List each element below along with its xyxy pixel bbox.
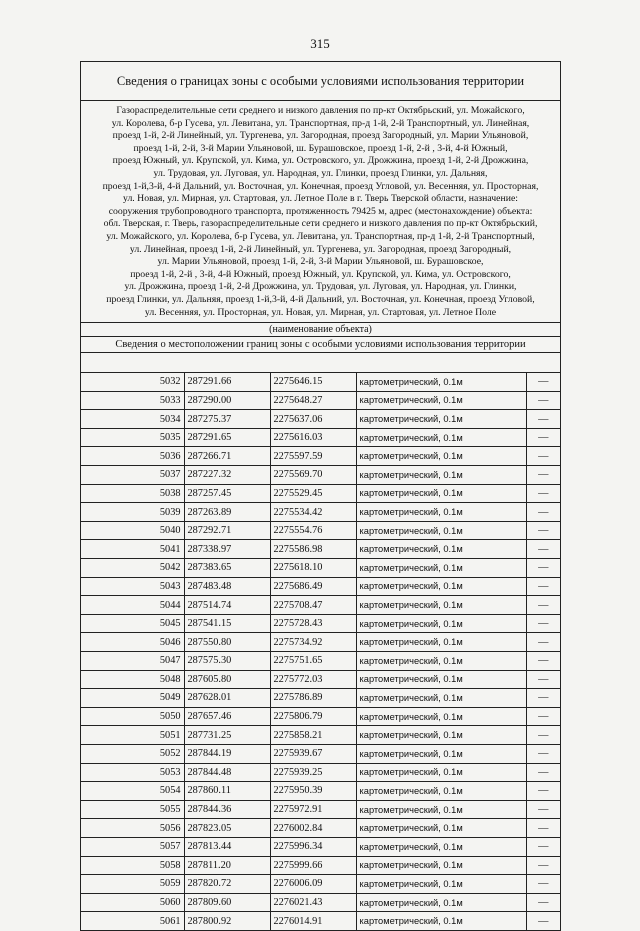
method-cell: картометрический, 0.1м <box>356 670 526 689</box>
x-coordinate-cell: 287290.00 <box>184 391 270 410</box>
dash-cell: — <box>526 707 560 726</box>
description-line: проезд Глинки, ул. Дальняя, проезд 1-й,3-й, 4-й Дальний, ул. Восточная, ул. Конечная, проезд Угловой, <box>106 293 535 305</box>
dash-cell: — <box>526 373 560 391</box>
x-coordinate-cell: 287605.80 <box>184 670 270 689</box>
method-cell: картометрический, 0.1м <box>356 837 526 856</box>
table-row <box>81 893 560 912</box>
dash-cell: — <box>526 447 560 466</box>
x-coordinate-cell: 287292.71 <box>184 521 270 540</box>
table-row <box>81 707 560 726</box>
table-row <box>81 428 560 447</box>
method-cell: картометрический, 0.1м <box>356 596 526 615</box>
y-coordinate-cell: 2275569.70 <box>270 466 356 485</box>
method-cell: картометрический, 0.1м <box>356 503 526 522</box>
table-row <box>81 800 560 819</box>
dash-cell: — <box>526 837 560 856</box>
table-row <box>81 763 560 782</box>
point-number-cell: 5059 <box>81 875 184 894</box>
dash-cell: — <box>526 614 560 633</box>
x-coordinate-cell: 287811.20 <box>184 856 270 875</box>
description-line: ул. Королева, б-р Гусева, ул. Левитана, ул. Транспортная, пр-д 1-й, 2-й Транспортный, ул. Линейная, <box>111 117 530 129</box>
dash-cell: — <box>526 596 560 615</box>
method-cell: картометрический, 0.1м <box>356 391 526 410</box>
point-number-cell: 5042 <box>81 559 184 578</box>
method-cell: картометрический, 0.1м <box>356 484 526 503</box>
y-coordinate-cell: 2275534.42 <box>270 503 356 522</box>
dash-cell: — <box>526 912 560 930</box>
description-line: ул. Новая, ул. Мирная, ул. Стартовая, ул. Летное Поле в г. Тверь Тверской области, назначение: <box>123 193 518 205</box>
point-number-cell: 5060 <box>81 893 184 912</box>
x-coordinate-cell: 287813.44 <box>184 837 270 856</box>
method-cell: картометрический, 0.1м <box>356 726 526 745</box>
point-number-cell: 5054 <box>81 782 184 801</box>
x-coordinate-cell: 287383.65 <box>184 559 270 578</box>
point-number-cell: 5048 <box>81 670 184 689</box>
method-cell: картометрический, 0.1м <box>356 428 526 447</box>
y-coordinate-cell: 2275939.67 <box>270 744 356 763</box>
x-coordinate-cell: 287514.74 <box>184 596 270 615</box>
y-coordinate-cell: 2275618.10 <box>270 559 356 578</box>
dash-cell: — <box>526 744 560 763</box>
method-cell: картометрический, 0.1м <box>356 875 526 894</box>
table-row <box>81 819 560 838</box>
dash-cell: — <box>526 726 560 745</box>
x-coordinate-cell: 287266.71 <box>184 447 270 466</box>
point-number-cell: 5044 <box>81 596 184 615</box>
method-cell: картометрический, 0.1м <box>356 763 526 782</box>
description-line: ул. Дрожжина, проезд 1-й, 2-й Дрожжина, ул. Трудовая, ул. Луговая, ул. Народная, ул. Глинки, <box>124 281 517 293</box>
point-number-cell: 5035 <box>81 428 184 447</box>
y-coordinate-cell: 2275751.65 <box>270 652 356 671</box>
method-cell: картометрический, 0.1м <box>356 893 526 912</box>
description-line: обл. Тверская, г. Тверь, газораспределительные сети среднего и низкого давления по пр-кт Октябрьский, <box>103 218 538 230</box>
table-row <box>81 837 560 856</box>
method-cell: картометрический, 0.1м <box>356 782 526 801</box>
point-number-cell: 5053 <box>81 763 184 782</box>
method-cell: картометрический, 0.1м <box>356 559 526 578</box>
x-coordinate-cell: 287809.60 <box>184 893 270 912</box>
x-coordinate-cell: 287257.45 <box>184 484 270 503</box>
x-coordinate-cell: 287291.65 <box>184 428 270 447</box>
x-coordinate-cell: 287483.48 <box>184 577 270 596</box>
table-row <box>81 652 560 671</box>
dash-cell: — <box>526 782 560 801</box>
table-row <box>81 689 560 708</box>
table-row <box>81 614 560 633</box>
header-spacer-row <box>81 353 560 373</box>
y-coordinate-cell: 2275950.39 <box>270 782 356 801</box>
method-cell: картометрический, 0.1м <box>356 652 526 671</box>
table-row <box>81 521 560 540</box>
method-cell: картометрический, 0.1м <box>356 689 526 708</box>
description-line: проезд 1-й, 2-й, 3-й Марии Ульяновой, ш. Бурашовское, проезд 1-й, 2-й , 3-й, 4-й Южный, <box>133 142 508 154</box>
x-coordinate-cell: 287550.80 <box>184 633 270 652</box>
dash-cell: — <box>526 800 560 819</box>
object-description <box>81 101 560 323</box>
point-number-cell: 5049 <box>81 689 184 708</box>
x-coordinate-cell: 287844.36 <box>184 800 270 819</box>
method-cell: картометрический, 0.1м <box>356 466 526 485</box>
method-cell: картометрический, 0.1м <box>356 540 526 559</box>
point-number-cell: 5041 <box>81 540 184 559</box>
table-row <box>81 596 560 615</box>
dash-cell: — <box>526 819 560 838</box>
y-coordinate-cell: 2275999.66 <box>270 856 356 875</box>
x-coordinate-cell: 287275.37 <box>184 410 270 429</box>
description-line: проезд Южный, ул. Крупской, ул. Кима, ул. Островского, ул. Дрожжина, проезд 1-й, 2-й Дрожжина, <box>112 155 529 167</box>
table-row <box>81 782 560 801</box>
description-line: проезд 1-й, 2-й Линейный, ул. Тургенева, ул. Загородная, проезд Загородный, ул. Марии Ульяновой, <box>112 130 529 142</box>
dash-cell: — <box>526 875 560 894</box>
dash-cell: — <box>526 670 560 689</box>
point-number-cell: 5061 <box>81 912 184 930</box>
method-cell: картометрический, 0.1м <box>356 856 526 875</box>
y-coordinate-cell: 2276002.84 <box>270 819 356 838</box>
table-row <box>81 744 560 763</box>
description-line: ул. Весенняя, ул. Просторная, ул. Новая, ул. Мирная, ул. Стартовая, ул. Летное Поле <box>144 306 497 318</box>
table-row <box>81 875 560 894</box>
method-cell: картометрический, 0.1м <box>356 800 526 819</box>
point-number-cell: 5058 <box>81 856 184 875</box>
point-number-cell: 5034 <box>81 410 184 429</box>
method-cell: картометрический, 0.1м <box>356 744 526 763</box>
table-row <box>81 559 560 578</box>
description-line: ул. Можайского, ул. Королева, б-р Гусева, ул. Левитана, ул. Транспортная, пр-д 1-й, 2-й Транспортный, <box>106 230 535 242</box>
method-cell: картометрический, 0.1м <box>356 577 526 596</box>
dash-cell: — <box>526 540 560 559</box>
description-line: сооружения трубопроводного транспорта, протяженность 79425 м, адрес (местонахождение) объекта: <box>108 205 533 217</box>
table-row <box>81 466 560 485</box>
y-coordinate-cell: 2275686.49 <box>270 577 356 596</box>
point-number-cell: 5038 <box>81 484 184 503</box>
dash-cell: — <box>526 410 560 429</box>
point-number-cell: 5056 <box>81 819 184 838</box>
description-line: проезд 1-й,3-й, 4-й Дальний, ул. Восточная, ул. Конечная, проезд Угловой, ул. Весенняя, ул. Просторная, <box>102 180 539 192</box>
table-row <box>81 484 560 503</box>
document-title: Сведения о границах зоны с особыми условиями использования территории <box>81 62 560 101</box>
y-coordinate-cell: 2275939.25 <box>270 763 356 782</box>
dash-cell: — <box>526 577 560 596</box>
y-coordinate-cell: 2275637.06 <box>270 410 356 429</box>
point-number-cell: 5033 <box>81 391 184 410</box>
table-row <box>81 726 560 745</box>
y-coordinate-cell: 2275972.91 <box>270 800 356 819</box>
dash-cell: — <box>526 689 560 708</box>
x-coordinate-cell: 287820.72 <box>184 875 270 894</box>
method-cell: картометрический, 0.1м <box>356 373 526 391</box>
dash-cell: — <box>526 559 560 578</box>
y-coordinate-cell: 2275554.76 <box>270 521 356 540</box>
point-number-cell: 5036 <box>81 447 184 466</box>
method-cell: картометрический, 0.1м <box>356 707 526 726</box>
dash-cell: — <box>526 763 560 782</box>
coordinates-table <box>81 373 560 930</box>
object-name-label: (наименование объекта) <box>81 323 560 337</box>
description-line: ул. Марии Ульяновой, проезд 1-й, 2-й, 3-й Марии Ульяновой, ш. Бурашовское, <box>157 256 484 268</box>
x-coordinate-cell: 287575.30 <box>184 652 270 671</box>
method-cell: картометрический, 0.1м <box>356 614 526 633</box>
point-number-cell: 5045 <box>81 614 184 633</box>
x-coordinate-cell: 287844.48 <box>184 763 270 782</box>
y-coordinate-cell: 2275996.34 <box>270 837 356 856</box>
dash-cell: — <box>526 521 560 540</box>
table-row <box>81 391 560 410</box>
table-row <box>81 856 560 875</box>
table-row <box>81 410 560 429</box>
x-coordinate-cell: 287800.92 <box>184 912 270 930</box>
point-number-cell: 5057 <box>81 837 184 856</box>
table-row <box>81 540 560 559</box>
description-line: ул. Линейная, проезд 1-й, 2-й Линейный, ул. Тургенева, ул. Загородная, проезд Загородный, <box>129 243 512 255</box>
point-number-cell: 5051 <box>81 726 184 745</box>
dash-cell: — <box>526 856 560 875</box>
table-row <box>81 503 560 522</box>
table-row <box>81 577 560 596</box>
dash-cell: — <box>526 484 560 503</box>
y-coordinate-cell: 2275734.92 <box>270 633 356 652</box>
x-coordinate-cell: 287291.66 <box>184 373 270 391</box>
y-coordinate-cell: 2275772.03 <box>270 670 356 689</box>
point-number-cell: 5043 <box>81 577 184 596</box>
point-number-cell: 5040 <box>81 521 184 540</box>
dash-cell: — <box>526 391 560 410</box>
x-coordinate-cell: 287227.32 <box>184 466 270 485</box>
dash-cell: — <box>526 652 560 671</box>
table-row <box>81 633 560 652</box>
point-number-cell: 5039 <box>81 503 184 522</box>
method-cell: картометрический, 0.1м <box>356 819 526 838</box>
y-coordinate-cell: 2276021.43 <box>270 893 356 912</box>
table-row <box>81 670 560 689</box>
x-coordinate-cell: 287823.05 <box>184 819 270 838</box>
point-number-cell: 5050 <box>81 707 184 726</box>
section-title: Сведения о местоположении границ зоны с особыми условиями использования территории <box>81 337 560 353</box>
x-coordinate-cell: 287263.89 <box>184 503 270 522</box>
point-number-cell: 5052 <box>81 744 184 763</box>
page-number: 315 <box>310 36 330 51</box>
dash-cell: — <box>526 466 560 485</box>
method-cell: картометрический, 0.1м <box>356 521 526 540</box>
y-coordinate-cell: 2275708.47 <box>270 596 356 615</box>
y-coordinate-cell: 2275646.15 <box>270 373 356 391</box>
x-coordinate-cell: 287860.11 <box>184 782 270 801</box>
point-number-cell: 5046 <box>81 633 184 652</box>
y-coordinate-cell: 2275616.03 <box>270 428 356 447</box>
method-cell: картометрический, 0.1м <box>356 912 526 930</box>
method-cell: картометрический, 0.1м <box>356 410 526 429</box>
x-coordinate-cell: 287844.19 <box>184 744 270 763</box>
description-line: ул. Трудовая, ул. Луговая, ул. Народная, ул. Глинки, проезд Глинки, ул. Дальняя, <box>153 167 488 179</box>
x-coordinate-cell: 287731.25 <box>184 726 270 745</box>
table-row <box>81 447 560 466</box>
x-coordinate-cell: 287628.01 <box>184 689 270 708</box>
zone-boundary-document <box>80 61 561 931</box>
y-coordinate-cell: 2275529.45 <box>270 484 356 503</box>
dash-cell: — <box>526 633 560 652</box>
dash-cell: — <box>526 503 560 522</box>
table-row <box>81 912 560 930</box>
y-coordinate-cell: 2275806.79 <box>270 707 356 726</box>
y-coordinate-cell: 2275648.27 <box>270 391 356 410</box>
y-coordinate-cell: 2275858.21 <box>270 726 356 745</box>
point-number-cell: 5032 <box>81 373 184 391</box>
point-number-cell: 5037 <box>81 466 184 485</box>
point-number-cell: 5055 <box>81 800 184 819</box>
y-coordinate-cell: 2275586.98 <box>270 540 356 559</box>
method-cell: картометрический, 0.1м <box>356 633 526 652</box>
description-line: Газораспределительные сети среднего и низкого давления по пр-кт Октябрьский, ул. Можайского, <box>116 105 525 116</box>
y-coordinate-cell: 2275728.43 <box>270 614 356 633</box>
method-cell: картометрический, 0.1м <box>356 447 526 466</box>
point-number-cell: 5047 <box>81 652 184 671</box>
x-coordinate-cell: 287541.15 <box>184 614 270 633</box>
y-coordinate-cell: 2276014.91 <box>270 912 356 930</box>
y-coordinate-cell: 2275786.89 <box>270 689 356 708</box>
description-line: проезд 1-й, 2-й , 3-й, 4-й Южный, проезд Южный, ул. Крупской, ул. Кима, ул. Островского, <box>130 268 511 280</box>
x-coordinate-cell: 287338.97 <box>184 540 270 559</box>
x-coordinate-cell: 287657.46 <box>184 707 270 726</box>
y-coordinate-cell: 2276006.09 <box>270 875 356 894</box>
table-row <box>81 373 560 391</box>
dash-cell: — <box>526 893 560 912</box>
y-coordinate-cell: 2275597.59 <box>270 447 356 466</box>
dash-cell: — <box>526 428 560 447</box>
